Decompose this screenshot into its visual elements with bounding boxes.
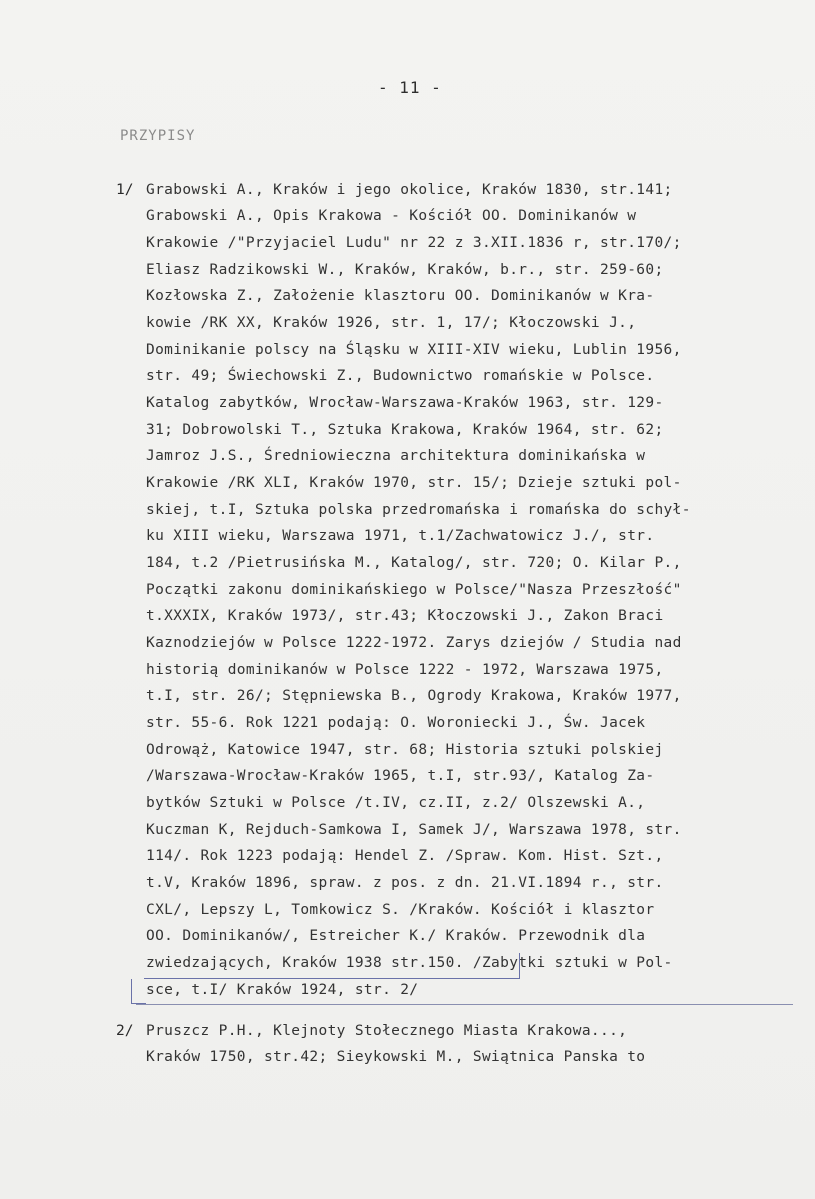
section-heading: PRZYPISY: [120, 128, 196, 144]
ink-box-mark: [131, 979, 146, 1004]
footnote-line: sce, t.I/ Kraków 1924, str. 2/: [146, 982, 419, 998]
footnote-line: t.XXXIX, Kraków 1973/, str.43; Kłoczowski J., Zakon Braci: [146, 608, 664, 624]
footnote-line: t.V, Kraków 1896, spraw. z pos. z dn. 21.VI.1894 r., str.: [146, 875, 664, 891]
page-number: - 11 -: [378, 78, 442, 97]
footnote-marker: 2/: [116, 1023, 134, 1039]
footnote-line: zwiedzających, Kraków 1938 str.150. /Zabytki sztuki w Pol-: [146, 955, 673, 971]
footnote-line: kowie /RK XX, Kraków 1926, str. 1, 17/; Kłoczowski J.,: [146, 315, 637, 331]
footnote-line: ku XIII wieku, Warszawa 1971, t.1/Zachwatowicz J./, str.: [146, 528, 655, 544]
footnote-line: Krakowie /RK XLI, Kraków 1970, str. 15/; Dzieje sztuki pol-: [146, 475, 682, 491]
footnote-line: Katalog zabytków, Wrocław-Warszawa-Kraków 1963, str. 129-: [146, 395, 664, 411]
footnote-line: skiej, t.I, Sztuka polska przedromańska i romańska do schył-: [146, 502, 691, 518]
footnote-line: Grabowski A., Kraków i jego okolice, Kraków 1830, str.141;: [146, 182, 673, 198]
footnote-line: Pruszcz P.H., Klejnoty Stołecznego Miasta Krakowa...,: [146, 1023, 628, 1039]
footnote-line: Kaznodziejów w Polsce 1222-1972. Zarys dziejów / Studia nad: [146, 635, 682, 651]
footnote-line: /Warszawa-Wrocław-Kraków 1965, t.I, str.93/, Katalog Za-: [146, 768, 655, 784]
footnote-line: Odrowąż, Katowice 1947, str. 68; Historia sztuki polskiej: [146, 742, 664, 758]
footnote-line: historią dominikanów w Polsce 1222 - 1972, Warszawa 1975,: [146, 662, 664, 678]
footnote-line: Grabowski A., Opis Krakowa - Kościół OO. Dominikanów w: [146, 208, 637, 224]
footnote-line: Początki zakonu dominikańskiego w Polsce/"Nasza Przeszłość": [146, 582, 682, 598]
footnote-line: Eliasz Radzikowski W., Kraków, Kraków, b.r., str. 259-60;: [146, 262, 664, 278]
footnote-line: bytków Sztuki w Polsce /t.IV, cz.II, z.2/ Olszewski A.,: [146, 795, 646, 811]
footnote-line: OO. Dominikanów/, Estreicher K./ Kraków. Przewodnik dla: [146, 928, 646, 944]
footnote-line: Krakowie /"Przyjaciel Ludu" nr 22 z 3.XII.1836 r, str.170/;: [146, 235, 682, 251]
footnote-line: Kuczman K, Rejduch-Samkowa I, Samek J/, Warszawa 1978, str.: [146, 822, 682, 838]
footnote-line: Kraków 1750, str.42; Sieykowski M., Swiątnica Panska to: [146, 1049, 646, 1065]
ink-underline-mark: [136, 1004, 793, 1005]
footnote-line: t.I, str. 26/; Stępniewska B., Ogrody Krakowa, Kraków 1977,: [146, 688, 682, 704]
footnote-line: CXL/, Lepszy L, Tomkowicz S. /Kraków. Kościół i klasztor: [146, 902, 655, 918]
footnote-line: str. 49; Świechowski Z., Budownictwo romańskie w Polsce.: [146, 368, 655, 384]
footnote-line: Kozłowska Z., Założenie klasztoru OO. Dominikanów w Kra-: [146, 288, 655, 304]
footnote-marker: 1/: [116, 182, 134, 198]
ink-box-top-line: [144, 978, 519, 979]
footnote-line: Jamroz J.S., Średniowieczna architektura dominikańska w: [146, 448, 646, 464]
footnote-line: str. 55-6. Rok 1221 podają: O. Woroniecki J., Św. Jacek: [146, 715, 646, 731]
footnote-line: 114/. Rok 1223 podają: Hendel Z. /Spraw. Kom. Hist. Szt.,: [146, 848, 664, 864]
footnote-line: 31; Dobrowolski T., Sztuka Krakowa, Kraków 1964, str. 62;: [146, 422, 664, 438]
footnote-line: 184, t.2 /Pietrusińska M., Katalog/, str. 720; O. Kilar P.,: [146, 555, 682, 571]
footnote-line: Dominikanie polscy na Śląsku w XIII-XIV wieku, Lublin 1956,: [146, 342, 682, 358]
ink-bracket-mark: [505, 953, 520, 979]
